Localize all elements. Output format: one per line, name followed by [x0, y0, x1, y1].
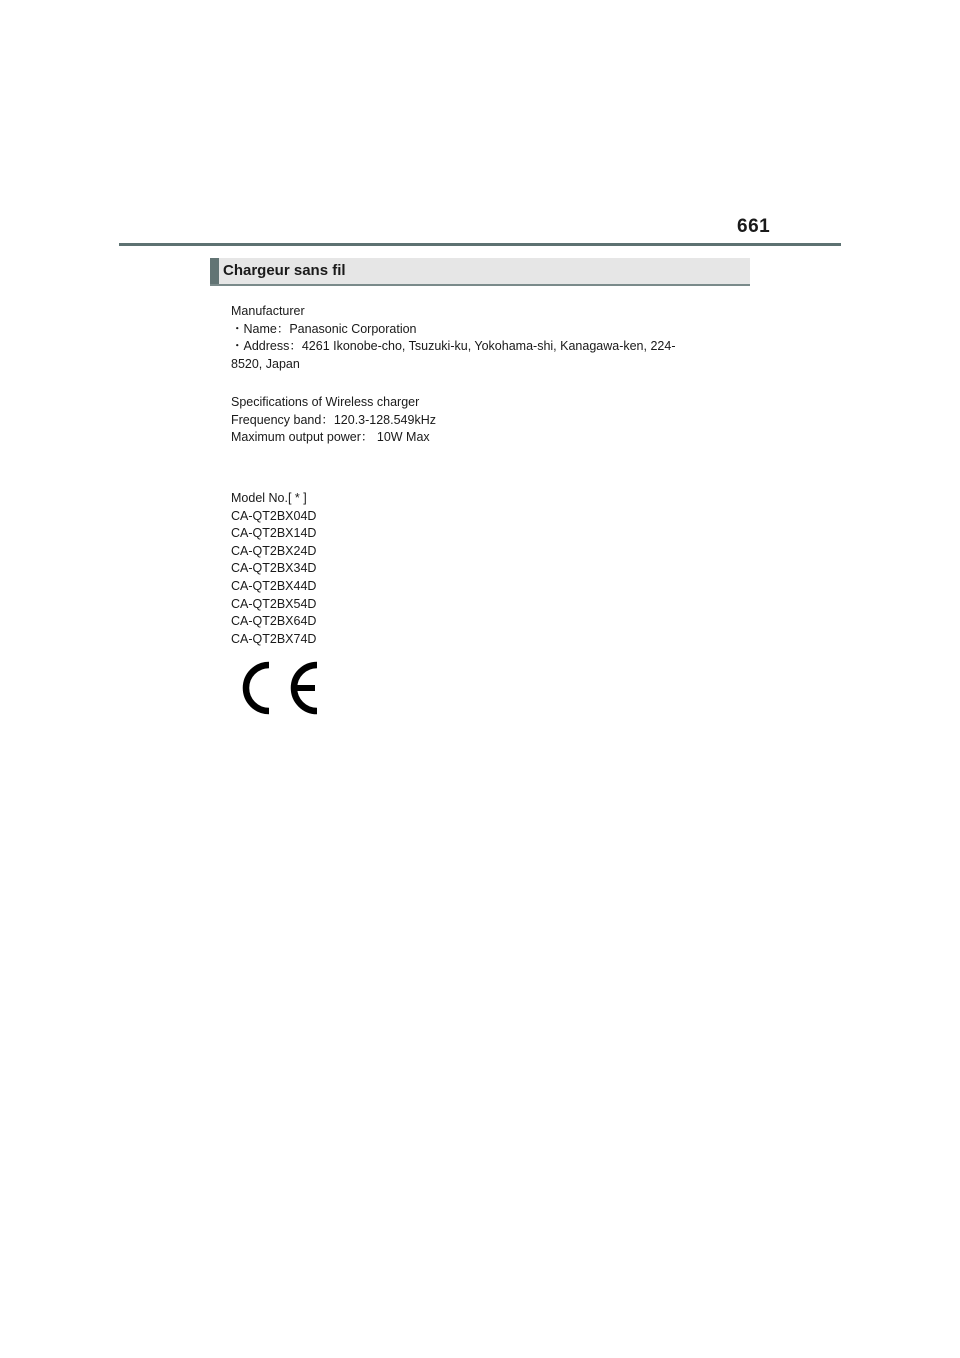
page-number: 661: [737, 216, 771, 237]
ce-mark-icon: [235, 658, 321, 718]
model-item: CA-QT2BX44D: [231, 578, 317, 593]
model-item: CA-QT2BX34D: [231, 561, 317, 576]
manufacturer-address-line-2: 8520, Japan: [231, 356, 300, 371]
manufacturer-block: [231, 303, 731, 373]
section-header: [210, 258, 750, 286]
specifications-heading: Specifications of Wireless charger: [231, 395, 420, 409]
section-title: Chargeur sans fil: [223, 262, 346, 279]
manufacturer-address-line-1: ・Address：4261 Ikonobe-cho, Tsuzuki-ku, Yokohama-shi, Kanagawa-ken, 224-: [231, 339, 676, 354]
model-item: CA-QT2BX14D: [231, 526, 317, 541]
specifications-block: [231, 394, 731, 447]
maximum-output-power: Maximum output power： 10W Max: [231, 430, 430, 445]
model-item: CA-QT2BX24D: [231, 543, 317, 558]
model-item: CA-QT2BX54D: [231, 596, 317, 611]
manufacturer-heading: Manufacturer: [231, 304, 305, 318]
section-accent-bar: [210, 258, 219, 284]
header-rule: [119, 243, 841, 246]
model-number-heading: Model No.[ * ]: [231, 491, 307, 505]
model-item: CA-QT2BX74D: [231, 631, 317, 646]
models-block: [231, 490, 731, 648]
manufacturer-name: ・Name：Panasonic Corporation: [231, 321, 417, 336]
frequency-band: Frequency band：120.3-128.549kHz: [231, 412, 436, 427]
model-item: CA-QT2BX64D: [231, 614, 317, 629]
model-item: CA-QT2BX04D: [231, 508, 317, 523]
